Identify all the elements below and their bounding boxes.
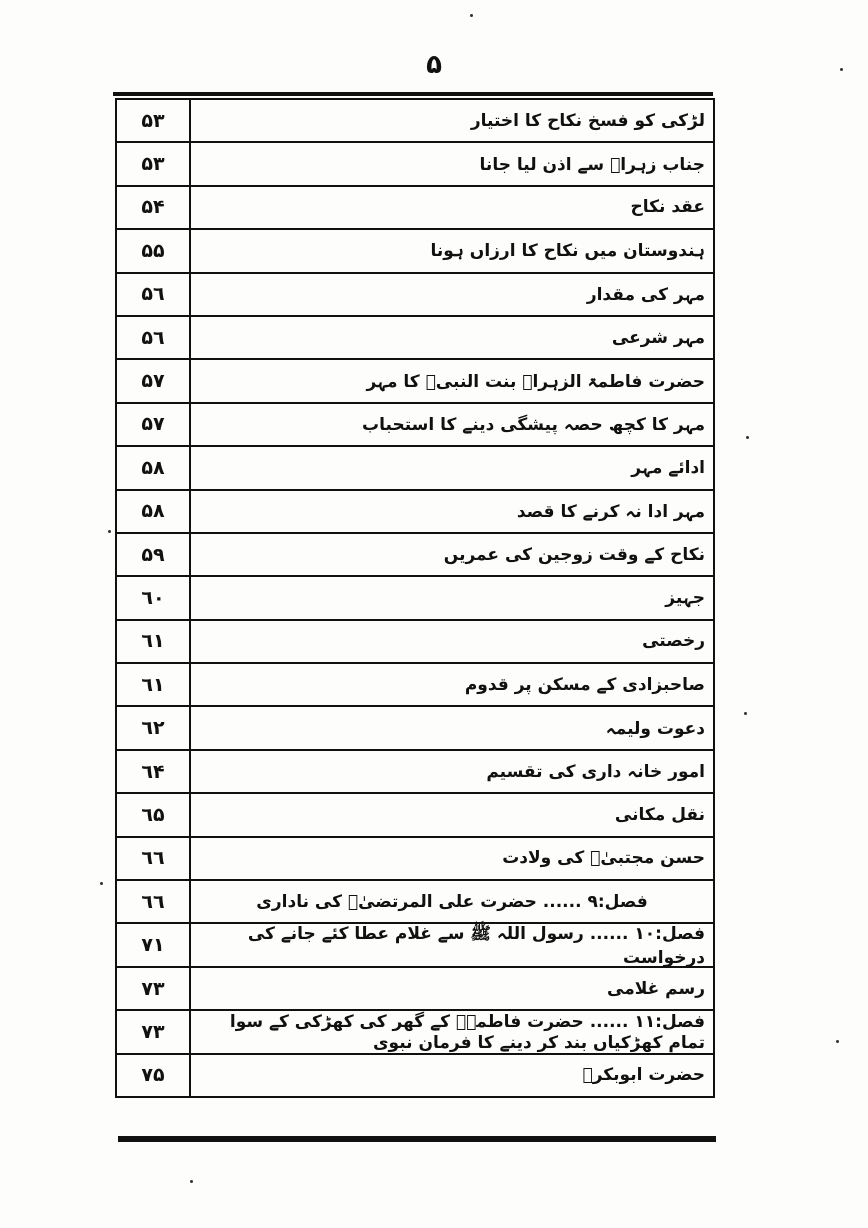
toc-entry-title: رسم غلامی <box>607 978 705 999</box>
toc-page-number: ۵۳ <box>117 143 191 184</box>
toc-page-number: ۵۸ <box>117 447 191 488</box>
toc-row <box>117 404 713 447</box>
toc-page-number: ٦۲ <box>117 707 191 748</box>
toc-entry-title: مہر شرعی <box>611 328 705 349</box>
toc-row <box>117 491 713 534</box>
toc-entry-title: فصل:۹ ...... حضرت علی المرتضیٰؑ کی ناداری <box>256 891 648 912</box>
toc-row <box>117 187 713 230</box>
toc-row <box>117 143 713 186</box>
toc-page-number: ٦۱ <box>117 664 191 705</box>
toc-row <box>117 534 713 577</box>
toc-entry-title: صاحبزادی کے مسکن پر قدوم <box>464 675 705 696</box>
bottom-rule <box>118 1136 716 1142</box>
scan-speck <box>190 1180 193 1183</box>
toc-page-number: ۵٦ <box>117 317 191 358</box>
toc-entry-title: فصل:۱۰ ...... رسول اللہ ﷺ سے غلام عطا کئے جانے کی درخواست <box>247 923 705 968</box>
toc-page-number: ۵۵ <box>117 230 191 271</box>
toc-row <box>117 794 713 837</box>
toc-entry-title: حضرت ابوبکرؓ <box>582 1065 705 1086</box>
toc-page-number: ۵۸ <box>117 491 191 532</box>
toc-row <box>117 447 713 490</box>
toc-row <box>117 968 713 1011</box>
toc-entry-title: مہر کا کچھ حصہ پیشگی دینے کا استحباب <box>362 414 705 435</box>
scan-speck <box>746 436 749 439</box>
toc-row <box>117 1011 713 1054</box>
toc-entry-title: حضرت فاطمۃ الزہراؑ بنت النبیؐ کا مہر <box>366 371 705 392</box>
toc-page-number: ٦٦ <box>117 881 191 922</box>
toc-page-number: ٦۵ <box>117 794 191 835</box>
toc-row <box>117 621 713 664</box>
toc-row <box>117 317 713 360</box>
toc-page-number: ۵۷ <box>117 360 191 401</box>
toc-entry-title: فصل:۱۱ ...... حضرت فاطمہؑ کے گھر کی کھڑکی کے سوا تمام کھڑکیاں بند کر دینے کا فرمان نبوی <box>229 1011 705 1053</box>
toc-page-number: ۷۵ <box>117 1055 191 1096</box>
toc-page-number: ۵۴ <box>117 187 191 228</box>
toc-page-number: ۵٦ <box>117 274 191 315</box>
toc-entry-title: نقل مکانی <box>614 804 705 825</box>
toc-row <box>117 707 713 750</box>
toc-entry-title: جہیز <box>665 588 705 609</box>
toc-page-number: ٦٦ <box>117 838 191 879</box>
toc-page-number: ۷۱ <box>117 924 191 965</box>
toc-row <box>117 100 713 143</box>
scan-speck <box>108 530 111 533</box>
scan-speck <box>840 68 843 71</box>
toc-page-number: ۵۹ <box>117 534 191 575</box>
toc-row <box>117 577 713 620</box>
toc-entry-title: ہندوستان میں نکاح کا ارزاں ہونا <box>430 241 705 262</box>
toc-entry-title: جناب زہراؑ سے اذن لیا جانا <box>479 154 705 175</box>
toc-entry-title: ادائے مہر <box>631 458 705 479</box>
toc-page-number: ۷۳ <box>117 968 191 1009</box>
toc-entry-title: مہر ادا نہ کرنے کا قصد <box>516 501 705 522</box>
toc-entry-title: عقد نکاح <box>630 197 705 218</box>
toc-page-number: ۵۳ <box>117 100 191 141</box>
toc-entry-title: مہر کی مقدار <box>586 284 705 305</box>
toc-entry-title: حسن مجتبیٰؑ کی ولادت <box>502 848 705 869</box>
toc-row <box>117 274 713 317</box>
toc-entry-title: لڑکی کو فسخ نکاح کا اختیار <box>470 110 705 131</box>
table-of-contents <box>115 98 715 1098</box>
toc-page-number: ٦۱ <box>117 621 191 662</box>
toc-row <box>117 230 713 273</box>
toc-entry-title: رخصتی <box>642 631 705 652</box>
toc-page-number: ٦۴ <box>117 751 191 792</box>
scan-speck <box>836 1040 839 1043</box>
scan-speck <box>100 882 103 885</box>
toc-row <box>117 924 713 967</box>
scan-speck <box>470 14 473 17</box>
toc-entry-title: امور خانہ داری کی تقسیم <box>486 762 705 783</box>
toc-entry-title: نکاح کے وقت زوجین کی عمریں <box>443 545 705 566</box>
toc-page-number: ۷۳ <box>117 1011 191 1052</box>
toc-entry-title: دعوت ولیمہ <box>605 718 705 739</box>
toc-row <box>117 360 713 403</box>
toc-row <box>117 751 713 794</box>
scan-speck <box>744 712 747 715</box>
page-number: ۵ <box>426 50 442 80</box>
toc-row <box>117 664 713 707</box>
toc-row <box>117 838 713 881</box>
top-rule <box>113 92 713 96</box>
toc-row <box>117 1055 713 1098</box>
toc-page-number: ٦۰ <box>117 577 191 618</box>
toc-row <box>117 881 713 924</box>
toc-page-number: ۵۷ <box>117 404 191 445</box>
